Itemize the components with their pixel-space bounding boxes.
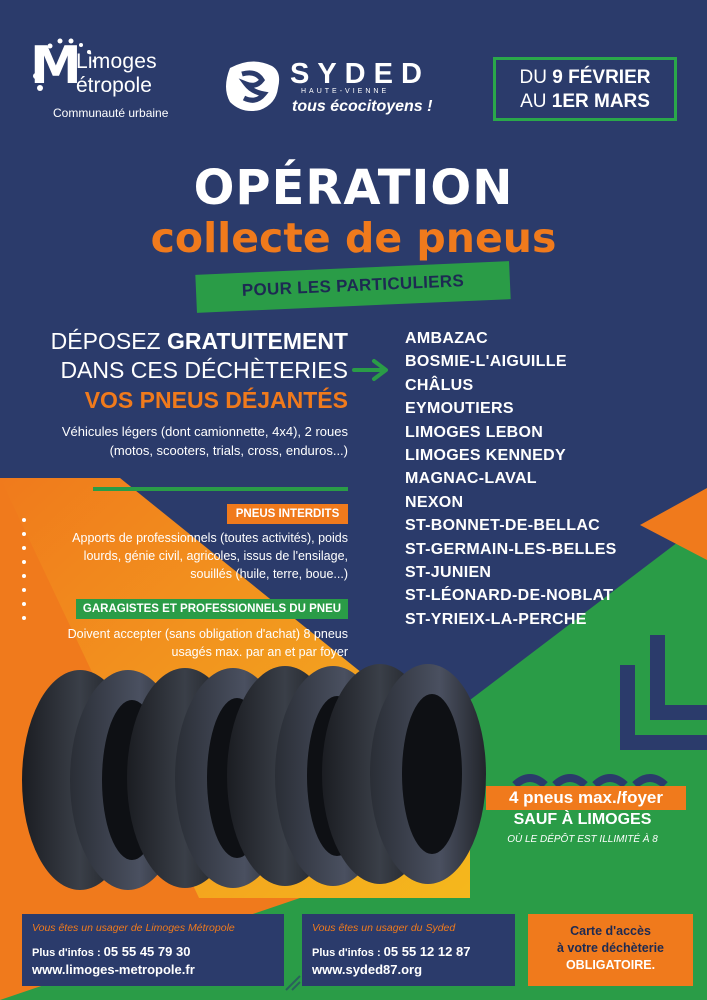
town-item: BOSMIE-L'AIGUILLE — [405, 353, 567, 371]
gratuitement-text: GRATUITEMENT — [166, 328, 348, 354]
sy-phone: 05 55 12 12 87 — [383, 944, 471, 959]
vos-pneus-line: VOS PNEUS DÉJANTÉS — [84, 387, 348, 413]
date-box — [493, 57, 677, 121]
date-end: 1ER MARS — [551, 91, 650, 112]
town-item: ST-BONNET-DE-BELLAC — [405, 517, 601, 535]
syded-tagline: tous écocitoyens ! — [292, 98, 433, 115]
date-line-1 — [496, 66, 674, 90]
depot-illimite-text: OÙ LE DÉPÔT EST ILLIMITÉ À 8 — [507, 834, 658, 845]
arrow-right-icon — [352, 358, 392, 382]
separator-line — [93, 487, 348, 491]
town-item: ST-GERMAIN-LES-BELLES — [405, 540, 617, 558]
town-item: NEXON — [405, 493, 464, 511]
town-item: MAGNAC-LAVAL — [405, 470, 537, 488]
sy-infos-label: Plus d'infos : — [312, 947, 384, 959]
town-item: ST-LÉONARD-DE-NOBLAT — [405, 587, 614, 605]
footer-access-card — [528, 914, 693, 986]
sy-website-link[interactable]: www.syded87.org — [312, 962, 423, 977]
pneus-interdits-text: Apports de professionnels (toutes activités), poids lourds, génie civil, agricoles, issus de l'ensilage, souillés (huile, terre, boue...) — [72, 531, 348, 581]
lm-logo-letter: M — [30, 36, 82, 96]
date-prefix-1: DU — [519, 67, 553, 88]
footer-limoges-metropole — [22, 914, 284, 986]
lm-website-link[interactable]: www.limoges-metropole.fr — [32, 962, 195, 977]
lm-phone-line — [32, 943, 274, 962]
footer-syded — [302, 914, 515, 986]
card-line1: Carte d'accès — [570, 924, 651, 938]
syded-name: SYDED — [290, 58, 430, 90]
garagistes-label: GARAGISTES ET PROFESSIONNELS DU PNEU — [76, 599, 348, 619]
date-start: 9 FÉVRIER — [552, 67, 651, 88]
lm-name-line2: étropole — [76, 74, 152, 97]
lm-name-line1: Limoges — [76, 50, 157, 73]
particuliers-banner-text: POUR LES PARTICULIERS — [241, 271, 465, 300]
deposez-text: DÉPOSEZ — [50, 328, 167, 354]
syded-subtitle: HAUTE-VIENNE — [301, 88, 390, 95]
town-item: EYMOUTIERS — [405, 400, 514, 418]
town-item: LIMOGES LEBON — [405, 423, 544, 441]
town-item: ST-JUNIEN — [405, 564, 492, 582]
date-line-2 — [496, 90, 674, 114]
lm-usager-text: Vous êtes un usager de Limoges Métropole — [32, 922, 235, 934]
title-operation: OPÉRATION — [193, 160, 514, 216]
garagistes-text: Doivent accepter (sans obligation d'achat) 8 pneus usagés max. par an et par foyer — [67, 627, 348, 659]
title-collecte: collecte de pneus — [150, 214, 557, 262]
vehicules-text: Véhicules légers (dont camionnette, 4x4), 2 roues (motos, scooters, trials, cross, enduros...) — [61, 424, 348, 458]
town-item: CHÂLUS — [405, 376, 474, 394]
card-line3: OBLIGATOIRE. — [565, 958, 656, 972]
syded-logo-icon — [222, 58, 284, 114]
date-prefix-2: AU — [520, 91, 552, 112]
card-line2: à votre déchèterie — [557, 941, 664, 955]
town-item: ST-YRIEIX-LA-PERCHE — [405, 610, 587, 628]
max-tyres-box: 4 pneus max./foyer — [486, 786, 686, 810]
lm-phone: 05 55 45 79 30 — [103, 944, 191, 959]
town-item: AMBAZAC — [405, 330, 488, 347]
dans-line: DANS CES DÉCHÈTERIES — [60, 357, 348, 383]
sauf-limoges-text: SAUF À LIMOGES — [513, 811, 652, 828]
sy-phone-line — [312, 943, 505, 962]
lm-infos-label: Plus d'infos : — [32, 947, 104, 959]
town-item: LIMOGES KENNEDY — [405, 447, 566, 465]
pneus-interdits-label: PNEUS INTERDITS — [227, 504, 348, 524]
lm-subtitle: Communauté urbaine — [53, 106, 169, 120]
tyres-image — [20, 660, 490, 900]
town-list — [405, 327, 665, 631]
sy-usager-text: Vous êtes un usager du Syded — [312, 922, 456, 934]
deposez-line — [20, 327, 348, 356]
